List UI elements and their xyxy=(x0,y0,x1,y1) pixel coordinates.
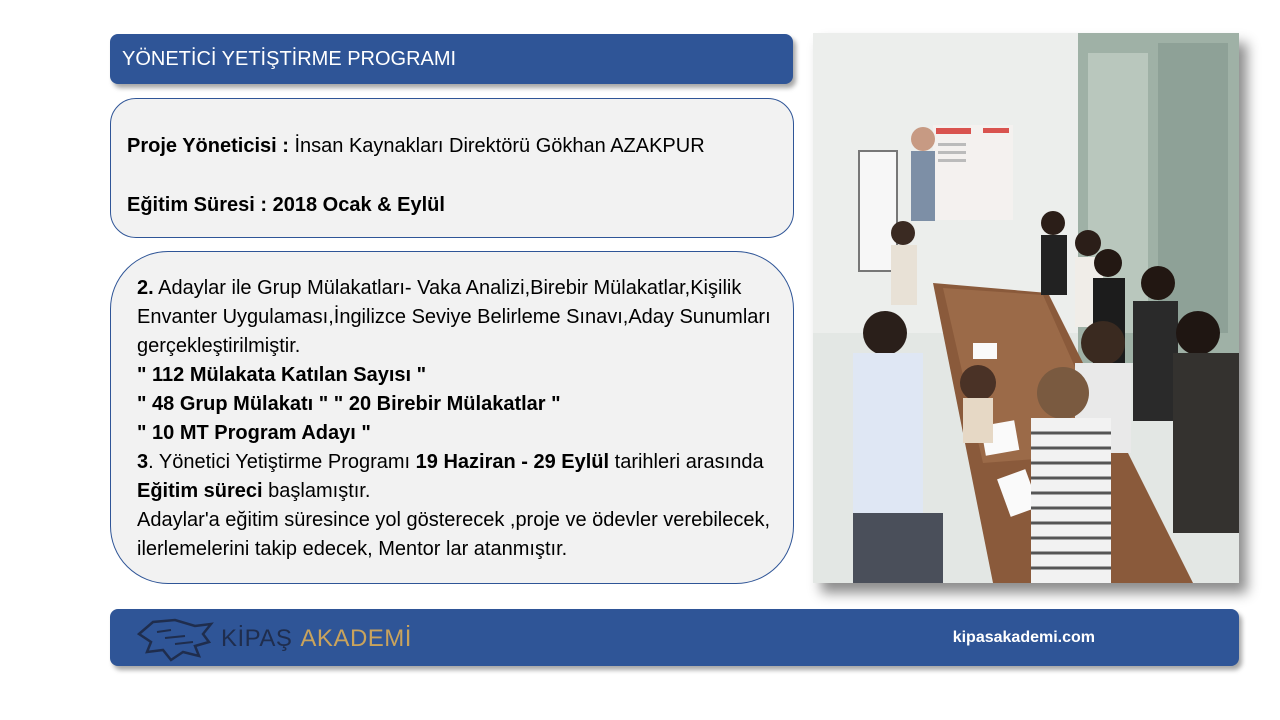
website-link[interactable]: kipasakademi.com xyxy=(952,629,1095,646)
project-info-box xyxy=(110,98,794,238)
project-manager-label: Proje Yöneticisi : xyxy=(127,135,289,157)
stat-group-interviews: " 48 Grup Mülakatı " " 20 Birebir Mülakatlar " xyxy=(137,393,561,415)
detail-item-2-number: 2. xyxy=(137,277,154,299)
meeting-room-photo xyxy=(813,33,1239,583)
logo-brand: KİPAŞ xyxy=(221,625,293,652)
logo-brand-sub: AKADEMİ xyxy=(300,625,412,652)
program-details-box xyxy=(110,251,794,584)
stat-interviews: " 112 Mülakata Katılan Sayısı " xyxy=(137,364,427,386)
detail-item-2-text: Adaylar ile Grup Mülakatları- Vaka Analizi,Birebir Mülakatlar,Kişilik Envanter Uygulaması,İngilizce Seviye Belirleme Sınavı,Aday Sunumları gerçekleştirilmiştir. xyxy=(137,277,771,357)
page-title: YÖNETİCİ YETİŞTİRME PROGRAMI xyxy=(110,34,793,84)
project-manager-row xyxy=(127,133,793,159)
detail-item-2 xyxy=(137,274,773,361)
detail-item-3 xyxy=(137,448,773,506)
footer-bar xyxy=(110,609,1239,666)
detail-item-3-post: başlamıştır. xyxy=(262,480,371,502)
detail-item-3-mid: tarihleri arasında xyxy=(609,451,764,473)
logo-text xyxy=(221,625,412,653)
detail-item-3-pre: . Yönetici Yetiştirme Programı xyxy=(148,451,416,473)
detail-item-3-bold: Eğitim süreci xyxy=(137,480,263,502)
kipas-akademi-logo[interactable] xyxy=(135,616,412,662)
training-duration-row xyxy=(127,192,793,218)
detail-item-3-number: 3 xyxy=(137,451,149,473)
stat-mt-candidates: " 10 MT Program Adayı " xyxy=(137,422,371,444)
meeting-photo-illustration xyxy=(813,33,1239,583)
project-manager-value: İnsan Kaynakları Direktörü Gökhan AZAKPUR xyxy=(294,135,705,157)
lion-head-icon xyxy=(135,616,215,662)
mentor-text: Adaylar'a eğitim süresince yol gösterecek ,proje ve ödevler verebilecek, ilerlemelerini takip edecek, Mentor lar atanmıştır. xyxy=(137,509,771,560)
training-duration-label: Eğitim Süresi : xyxy=(127,194,268,216)
training-duration-value: 2018 Ocak & Eylül xyxy=(272,194,445,216)
detail-item-3-dates: 19 Haziran - 29 Eylül xyxy=(415,451,610,473)
